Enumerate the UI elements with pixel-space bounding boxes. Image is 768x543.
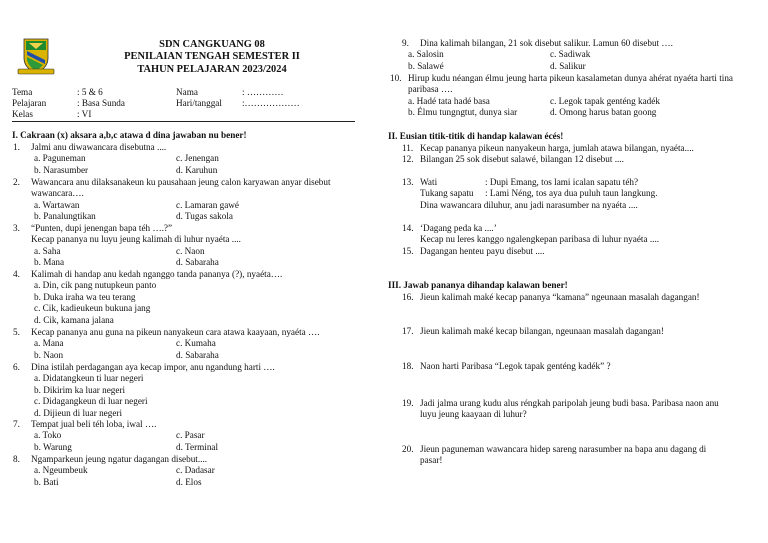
- question-text: Jadi jalma urang kudu alus réngkah paripolah jeung budi basa. Paribasa naon anu luyu jeung kaayaan di luhur?: [420, 398, 719, 420]
- option-a[interactable]: a. Toko: [34, 430, 62, 441]
- question-16: [388, 292, 740, 303]
- question-prompt: Kecap pananya nu luyu jeung kalimah di luhur nyaéta ....: [31, 234, 241, 245]
- pelajaran-value: : Basa Sunda: [77, 97, 125, 108]
- question-prompt: Kecap nu leres kanggo ngalengkepan paribasa di luhur nyaéta ....: [420, 234, 660, 245]
- question-prompt: Dina wawancara diluhur, anu jadi narasumber na nyaéta ....: [420, 199, 638, 210]
- nama-value: : …………: [242, 87, 284, 97]
- question-text: Jieun kalimah maké kecap bilangan, ngeunaan masalah dagangan!: [420, 326, 664, 336]
- option-d[interactable]: d. Terminal: [176, 441, 219, 452]
- option-b[interactable]: b. Dikirim ka luar negeri: [34, 384, 126, 395]
- option-c[interactable]: c. Cik, kadieukeun bukuna jang: [34, 303, 151, 314]
- question-15: [388, 246, 740, 257]
- question-text: Ngamparkeun jeung ngatur dagangan disebut....: [31, 454, 208, 464]
- section-1-title: I. Cakraan (x) aksara a,b,c atawa d dina jawaban nu bener!: [12, 130, 247, 140]
- question-7: [12, 419, 357, 453]
- option-b[interactable]: b. Narasumber: [34, 164, 89, 175]
- option-c[interactable]: c. Pasar: [176, 430, 205, 441]
- tema-value: : 5 & 6: [77, 87, 103, 97]
- question-19: [388, 398, 740, 421]
- question-number: 20.: [402, 444, 414, 454]
- question-text: Naon harti Paribasa “Legok tapak genténg kadék” ?: [420, 361, 611, 371]
- question-text: “Punten, dupi jenengan bapa téh ….?”: [31, 223, 173, 233]
- kelas-label: Kelas: [12, 108, 33, 119]
- question-20: [388, 444, 740, 467]
- tema-label: Tema: [12, 87, 33, 97]
- question-number: 3.: [13, 223, 20, 233]
- question-12: [388, 154, 740, 165]
- option-d[interactable]: d. Sabaraha: [176, 257, 219, 268]
- question-text: Bilangan 25 sok disebut salawé, bilangan 12 disebut ....: [420, 154, 624, 164]
- hari-value: :………………: [242, 97, 300, 108]
- option-d[interactable]: d. Salikur: [550, 60, 586, 71]
- option-b[interactable]: b. Panalungtikan: [34, 211, 96, 222]
- question-text: Dina kalimah bilangan, 21 sok disebut salikur. Lamun 60 disebut ….: [420, 38, 673, 48]
- question-number: 11.: [402, 143, 414, 153]
- question-18: [388, 361, 740, 372]
- hari-label: Hari/tanggal: [176, 97, 222, 108]
- option-a[interactable]: a. Mana: [34, 338, 64, 349]
- question-number: 8.: [13, 454, 20, 464]
- question-text: Kecap pananya anu guna na pikeun nanyakeun cara atawa kaayaan, nyaéta ….: [31, 327, 320, 337]
- question-10: [388, 73, 740, 119]
- option-a[interactable]: a. Ngeumbeuk: [34, 465, 88, 476]
- question-11: [388, 143, 740, 154]
- question-text: ‘Dagang peda ka ....’: [420, 223, 497, 233]
- question-number: 10.: [390, 73, 402, 83]
- option-c[interactable]: c. Jenengan: [176, 153, 219, 164]
- option-d[interactable]: d. Karuhun: [176, 164, 218, 175]
- question-8: [12, 454, 357, 488]
- question-text: Tempat jual beli téh loba, iwal ….: [31, 419, 157, 429]
- option-c[interactable]: c. Didagangkeun di luar negeri: [34, 396, 148, 407]
- question-number: 2.: [13, 177, 20, 187]
- question-3: [12, 223, 357, 269]
- question-1: [12, 142, 357, 176]
- option-b[interactable]: b. Duka iraha wa teu terang: [34, 291, 136, 302]
- section-2-title: II. Eusian titik-titik di handap kalawan écés!: [388, 131, 564, 141]
- section-3-title: III. Jawab pananya dihandap kalawan bener!: [388, 280, 568, 290]
- pelajaran-label: Pelajaran: [12, 97, 47, 108]
- question-number: 15.: [402, 246, 414, 256]
- question-number: 18.: [402, 361, 414, 371]
- question-number: 9.: [402, 38, 409, 48]
- school-name: SDN CANGKUANG 08: [159, 39, 265, 50]
- exam-title: PENILAIAN TENGAH SEMESTER II: [124, 51, 300, 63]
- question-text: Kalimah di handap anu kedah nganggo tanda pananya (?), nyaéta….: [31, 269, 283, 279]
- option-b[interactable]: b. Élmu tungngtut, dunya siar: [408, 107, 518, 118]
- school-year: TAHUN PELAJARAN 2023/2024: [137, 63, 287, 75]
- option-b[interactable]: b. Bati: [34, 476, 59, 487]
- question-number: 12.: [402, 154, 414, 164]
- question-number: 5.: [13, 327, 20, 337]
- question-number: 13.: [402, 177, 414, 187]
- option-b[interactable]: b. Mana: [34, 257, 65, 268]
- question-text: Wawancara anu dilaksanakeun ku pausahaan jeung calon karyawan anyar disebut wawancara….: [31, 177, 331, 199]
- option-d[interactable]: d. Elos: [176, 476, 202, 487]
- option-d[interactable]: d. Dijieun di luar negeri: [34, 407, 123, 418]
- question-4: [12, 269, 357, 326]
- nama-label: Nama: [176, 87, 198, 97]
- kelas-value: : VI: [77, 108, 92, 119]
- option-c[interactable]: c. Dadasar: [176, 465, 215, 476]
- option-a[interactable]: a. Din, cik pang nutupkeun panto: [34, 280, 157, 291]
- question-number: 4.: [13, 269, 20, 279]
- option-a[interactable]: a. Hadé tata hadé basa: [408, 95, 490, 106]
- student-info: [12, 87, 357, 119]
- question-text: Jieun paguneman wawancara hidep sareng narasumber na bapa anu dagang di pasar!: [420, 444, 707, 466]
- dialog-line-2: : Lami Néng, tos aya dua puluh taun langkung.: [485, 188, 658, 199]
- question-number: 14.: [402, 223, 414, 233]
- option-a[interactable]: a. Salosin: [408, 49, 444, 60]
- document-header: [92, 39, 332, 76]
- option-b[interactable]: b. Salawé: [408, 60, 444, 71]
- option-a[interactable]: a. Paguneman: [34, 153, 86, 164]
- question-number: 1.: [13, 142, 20, 152]
- question-14: [388, 223, 740, 246]
- question-number: 6.: [13, 362, 20, 372]
- question-number: 17.: [402, 326, 414, 336]
- question-5: [12, 327, 357, 361]
- option-d[interactable]: d. Sabaraha: [176, 349, 219, 360]
- option-a[interactable]: a. Didatangkeun ti luar negeri: [34, 373, 144, 384]
- option-d[interactable]: d. Omong harus batan goong: [550, 107, 657, 118]
- option-c[interactable]: c. Naon: [176, 245, 205, 256]
- question-6: [12, 362, 357, 419]
- question-text: Jalmi anu diwawancara disebutna ....: [31, 142, 167, 152]
- question-text: Kecap pananya pikeun nanyakeun harga, jumlah atawa bilangan, nyaéta....: [420, 143, 694, 153]
- question-number: 19.: [402, 398, 414, 408]
- question-17: [388, 326, 740, 337]
- option-a[interactable]: a. Saha: [34, 245, 61, 256]
- question-13: [388, 177, 740, 211]
- question-9: [388, 38, 740, 72]
- option-d[interactable]: d. Cik, kamana jalana: [34, 314, 114, 325]
- school-emblem-logo: [17, 38, 55, 76]
- header-divider: [12, 121, 355, 122]
- option-b[interactable]: b. Warung: [34, 441, 72, 452]
- option-c[interactable]: c. Legok tapak genténg kadék: [550, 95, 660, 106]
- dialog-line-1: : Dupi Emang, tos lami icalan sapatu téh?: [485, 177, 639, 187]
- option-b[interactable]: b. Naon: [34, 349, 64, 360]
- option-d[interactable]: d. Tugas sakola: [176, 211, 233, 222]
- question-text: Dagangan henteu payu disebut ....: [420, 246, 545, 256]
- question-text: Dina istilah perdagangan aya kecap impor, anu ngandung harti ….: [31, 362, 275, 372]
- option-c[interactable]: c. Sadiwak: [550, 49, 591, 60]
- option-c[interactable]: c. Kumaha: [176, 338, 216, 349]
- question-text: Jieun kalimah maké kecap pananya “kamana” ngeunaan masalah dagangan!: [420, 292, 700, 302]
- option-c[interactable]: c. Lamaran gawé: [176, 199, 239, 210]
- dialog-speaker-2: Tukang sapatu: [420, 188, 474, 199]
- question-2: [12, 177, 357, 223]
- question-number: 7.: [13, 419, 20, 429]
- question-text: Hirup kudu néangan élmu jeung harta pikeun kasalametan dunya ahérat nyaéta harti tina paribasa ….: [408, 73, 734, 95]
- question-number: 16.: [402, 292, 414, 302]
- dialog-speaker-1: Wati: [420, 177, 438, 187]
- option-a[interactable]: a. Wartawan: [34, 199, 80, 210]
